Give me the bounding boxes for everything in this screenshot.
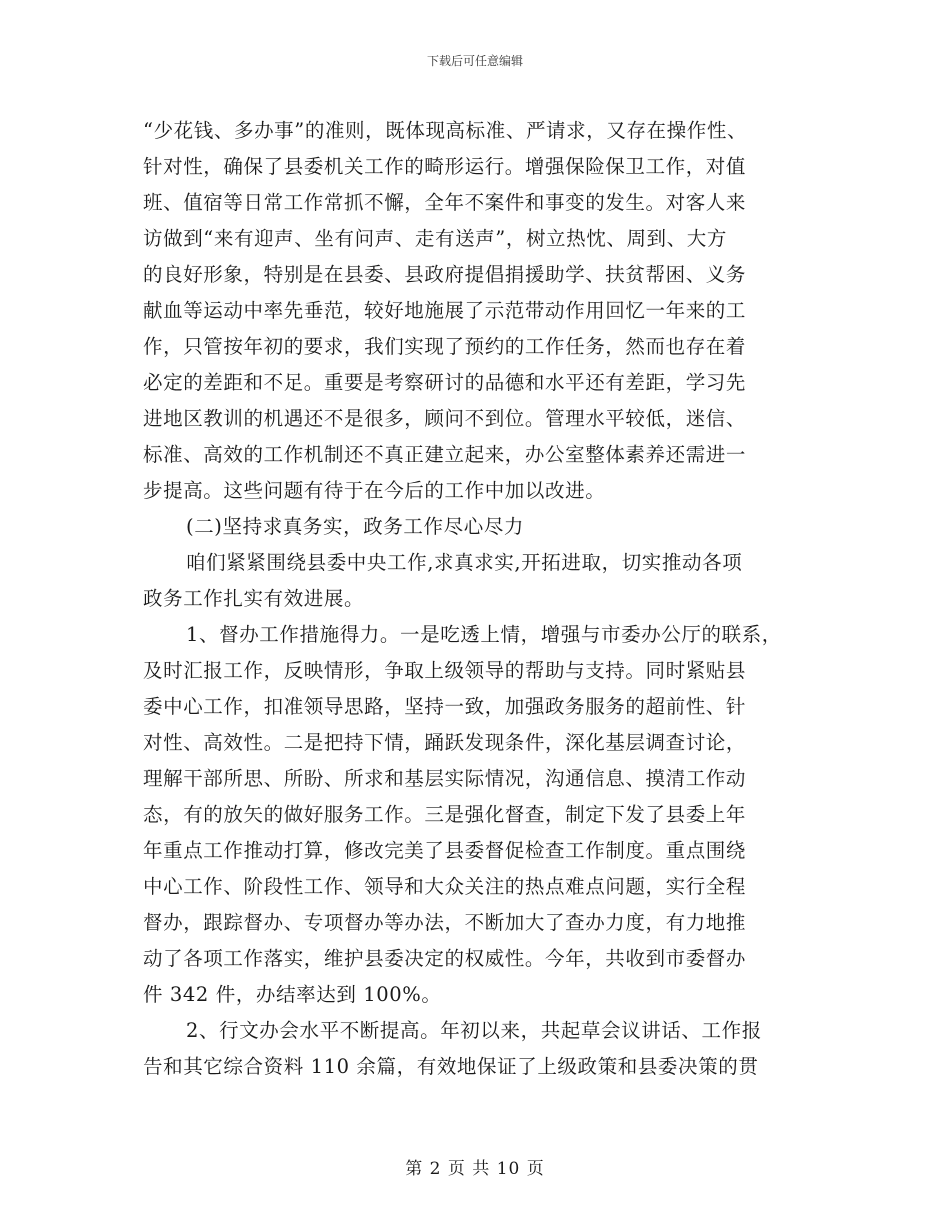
- text-line: 标准、高效的工作机制还不真正建立起来，办公室整体素养还需进一: [143, 443, 747, 466]
- text-line: “少花钱、多办事”的准则，既体现高标准、严请求，又存在操作性、: [143, 119, 748, 142]
- text-line: 进地区教训的机遇还不是很多，顾问不到位。管理水平较低，迷信、: [143, 407, 747, 430]
- text-line: 1、督办工作措施得力。一是吃透上情，增强与市委办公厅的联系，: [186, 623, 782, 646]
- text-line: 中心工作、阶段性工作、领导和大众关注的热点难点问题，实行全程: [143, 875, 747, 898]
- text-line: 作，只管按年初的要求，我们实现了预约的工作任务，然而也存在着: [143, 335, 747, 358]
- section-heading: (二)坚持求真务实，政务工作尽心尽力: [186, 515, 525, 538]
- text-line: 咱们紧紧围绕县委中央工作,求真求实,开拓进取，切实推动各项: [186, 551, 743, 574]
- page-number-footer: 第 2 页 共 10 页: [405, 1159, 545, 1179]
- text-line: 对性、高效性。二是把持下情，踊跃发现条件，深化基层调查讨论，: [143, 731, 747, 754]
- text-line: 及时汇报工作，反映情形，争取上级领导的帮助与支持。同时紧贴县: [143, 659, 747, 682]
- text-line: 2、行文办会水平不断提高。年初以来，共起草会议讲话、工作报: [186, 1019, 762, 1042]
- text-line: 必定的差距和不足。重要是考察研讨的品德和水平还有差距，学习先: [143, 371, 747, 394]
- text-line: 的良好形象，特别是在县委、县政府提倡捐援助学、扶贫帮困、义务: [143, 263, 747, 286]
- text-line: 件 342 件，办结率达到 100%。: [143, 983, 442, 1006]
- text-line: 理解干部所思、所盼、所求和基层实际情况，沟通信息、摸清工作动: [143, 767, 747, 790]
- text-line: 访做到“来有迎声、坐有问声、走有送声”，树立热忱、周到、大方: [143, 227, 727, 250]
- text-line: 督办，跟踪督办、专项督办等办法，不断加大了查办力度，有力地推: [143, 911, 747, 934]
- text-line: 年重点工作推动打算，修改完美了县委督促检查工作制度。重点围绕: [143, 839, 747, 862]
- text-line: 委中心工作，扣准领导思路，坚持一致，加强政务服务的超前性、针: [143, 695, 747, 718]
- text-line: 态，有的放矢的做好服务工作。三是强化督查，制定下发了县委上年: [143, 803, 747, 826]
- text-line: 告和其它综合资料 110 余篇，有效地保证了上级政策和县委决策的贯: [143, 1055, 759, 1078]
- text-line: 献血等运动中率先垂范，较好地施展了示范带动作用回忆一年来的工: [143, 299, 747, 322]
- text-line: 步提高。这些问题有待于在今后的工作中加以改进。: [143, 479, 606, 502]
- text-line: 政务工作扎实有效进展。: [143, 587, 365, 610]
- text-line: 动了各项工作落实，维护县委决定的权威性。今年，共收到市委督办: [143, 947, 747, 970]
- text-line: 班、值宿等日常工作常抓不懈，全年不案件和事变的发生。对客人来: [143, 191, 747, 214]
- page-header: 下载后可任意编辑: [426, 54, 523, 68]
- text-line: 针对性，确保了县委机关工作的畸形运行。增强保险保卫工作，对值: [143, 155, 747, 178]
